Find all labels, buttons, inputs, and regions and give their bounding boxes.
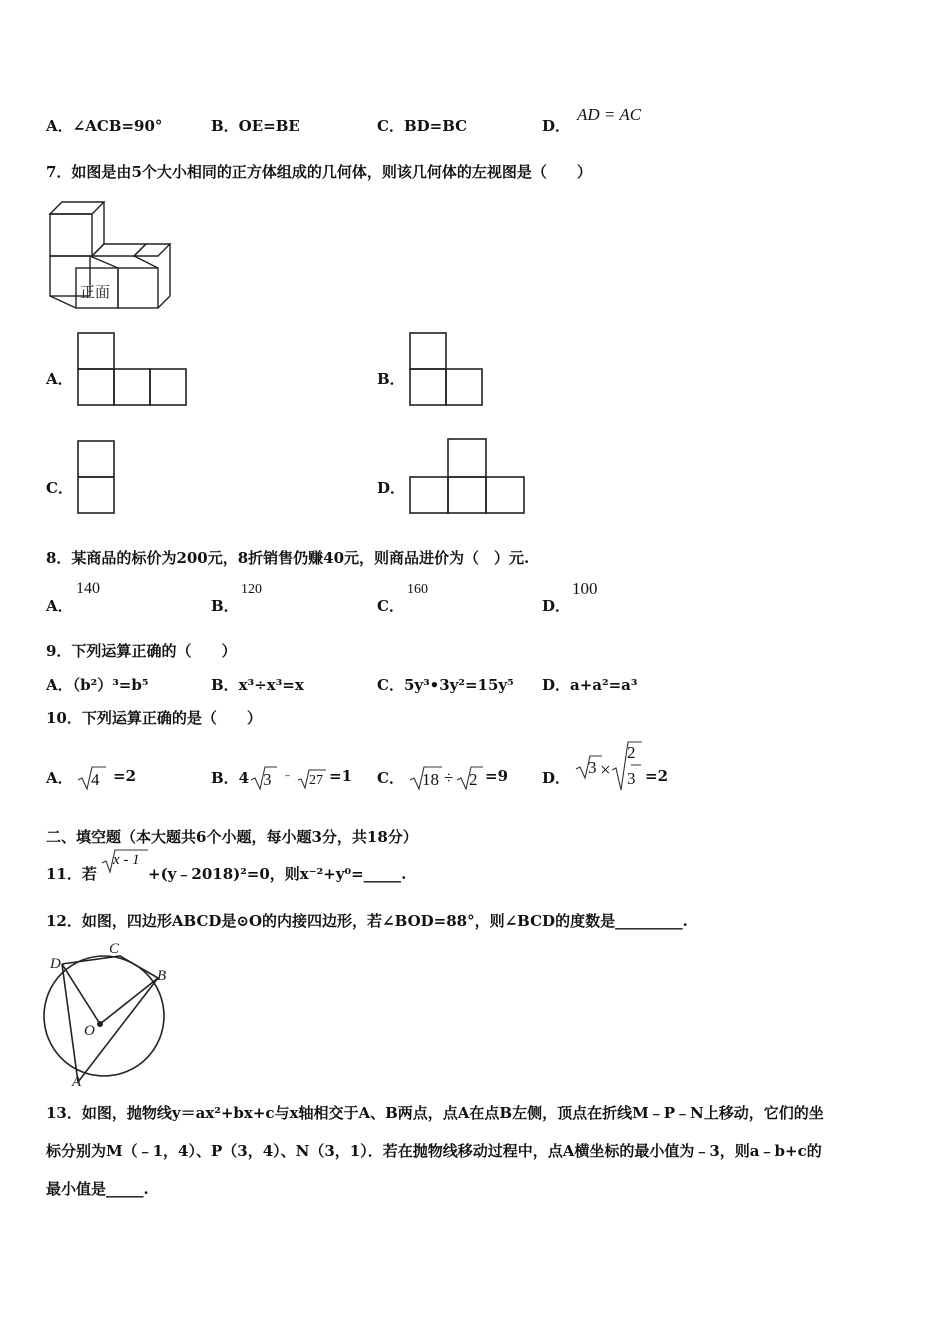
q8-option-a-value: 140 — [76, 580, 100, 597]
q7-option-a-view — [77, 332, 189, 408]
q7-option-b-view — [409, 332, 485, 408]
q9-option-d: D．a+a²=a³ — [542, 676, 638, 694]
q12-label-b: B — [157, 968, 167, 984]
q7-front-label: 正面 — [80, 283, 111, 301]
q10-d-radicand-1: 3 — [588, 758, 597, 777]
q10-c-tail: =9 — [485, 767, 509, 785]
q10-option-a-label: A． — [46, 769, 73, 787]
q10-a-radicand: 4 — [91, 770, 100, 789]
q12-stem: 12．如图，四边形ABCD是⊙O的内接四边形，若∠BOD=88°，则∠BCD的度数是_________. — [46, 912, 688, 930]
q8-option-d-value: 100 — [572, 579, 598, 598]
q8-option-d-label: D． — [542, 597, 571, 615]
q8-option-c-label: C． — [377, 597, 404, 615]
q12-label-a: A — [72, 1074, 82, 1090]
q8-option-c-value: 160 — [407, 582, 428, 597]
q11-suffix: +(y﹣2018)²=0，则x⁻²+y⁰=_____. — [148, 865, 407, 883]
q7-option-d-view — [409, 438, 527, 516]
q9-option-a: A．（b²）³=b⁵ — [46, 676, 149, 694]
q10-b-radicand-2: 27 — [309, 773, 323, 788]
q10-d-radical-sign-2 — [610, 740, 642, 792]
q8-option-a-label: A． — [46, 597, 73, 615]
q12-label-d: D — [50, 956, 61, 972]
q12-circle-figure — [40, 938, 170, 1088]
q10-option-b-label: B．4 — [211, 769, 250, 787]
q6-option-d-expr: AD = AC — [577, 105, 642, 124]
q6-option-a: A．∠ACB=90° — [46, 117, 163, 135]
q12-center-point — [97, 1021, 103, 1027]
q10-b-radicand-1: 3 — [263, 770, 272, 789]
q13-line-3: 最小值是_____. — [46, 1180, 149, 1198]
q10-option-c-label: C． — [377, 769, 404, 787]
q13-line-2: 标分别为M（﹣1，4）、P（3，4）、N（3，1）．若在抛物线移动过程中，点A横坐标的最小值为﹣3，则a﹣b+c的 — [46, 1142, 822, 1160]
q6-option-c: C．BD=BC — [377, 117, 468, 135]
q6-option-d-label: D． — [542, 117, 571, 135]
q12-label-c: C — [109, 941, 120, 957]
q10-option-d-label: D． — [542, 769, 571, 787]
q9-option-b: B．x³÷x³=x — [211, 676, 304, 694]
q9-option-c: C．5y³•3y²=15y⁵ — [377, 676, 514, 694]
q7-option-d-label: D． — [377, 479, 406, 497]
q10-b-minus: ﹣ — [281, 767, 295, 782]
q7-option-b-label: B． — [377, 370, 405, 388]
q10-d-denominator: 3 — [627, 769, 636, 788]
q7-stem: 7．如图是由5个大小相同的正方体组成的几何体，则该几何体的左视图是（ ） — [46, 163, 592, 181]
q8-stem: 8．某商品的标价为200元，8折销售仍赚40元，则商品进价为（ ）元. — [46, 549, 530, 567]
q8-option-b-value: 120 — [241, 582, 262, 597]
q10-a-tail: =2 — [113, 767, 137, 785]
q8-option-b-label: B． — [211, 597, 239, 615]
q10-c-divide: ÷ — [444, 768, 454, 787]
q7-option-c-view — [77, 440, 117, 516]
q11-prefix: 11．若 — [46, 865, 97, 883]
q7-solid-figure — [46, 198, 176, 310]
q12-circle — [44, 956, 167, 1076]
q9-stem: 9．下列运算正确的（ ） — [46, 642, 237, 660]
q10-c-radicand-1: 18 — [422, 770, 439, 789]
q7-option-a-label: A． — [46, 370, 73, 388]
q10-d-numerator: 2 — [627, 743, 636, 762]
q10-c-radicand-2: 2 — [469, 770, 478, 789]
q11-radicand: x - 1 — [113, 852, 140, 868]
q10-d-times: × — [600, 760, 611, 781]
q12-label-o: O — [84, 1023, 95, 1039]
section-2-title: 二、填空题（本大题共6个小题，每小题3分，共18分） — [46, 828, 418, 846]
q10-b-tail: =1 — [329, 767, 353, 785]
q13-line-1: 13．如图，抛物线y＝ax²+bx+c与x轴相交于A、B两点，点A在点B左侧，顶点在折线M﹣P﹣N上移动，它们的坐 — [46, 1104, 824, 1122]
q10-d-tail: =2 — [645, 767, 669, 785]
q6-option-b: B．OE=BE — [211, 117, 300, 135]
q7-option-c-label: C． — [46, 479, 73, 497]
q10-stem: 10．下列运算正确的是（ ） — [46, 709, 262, 727]
